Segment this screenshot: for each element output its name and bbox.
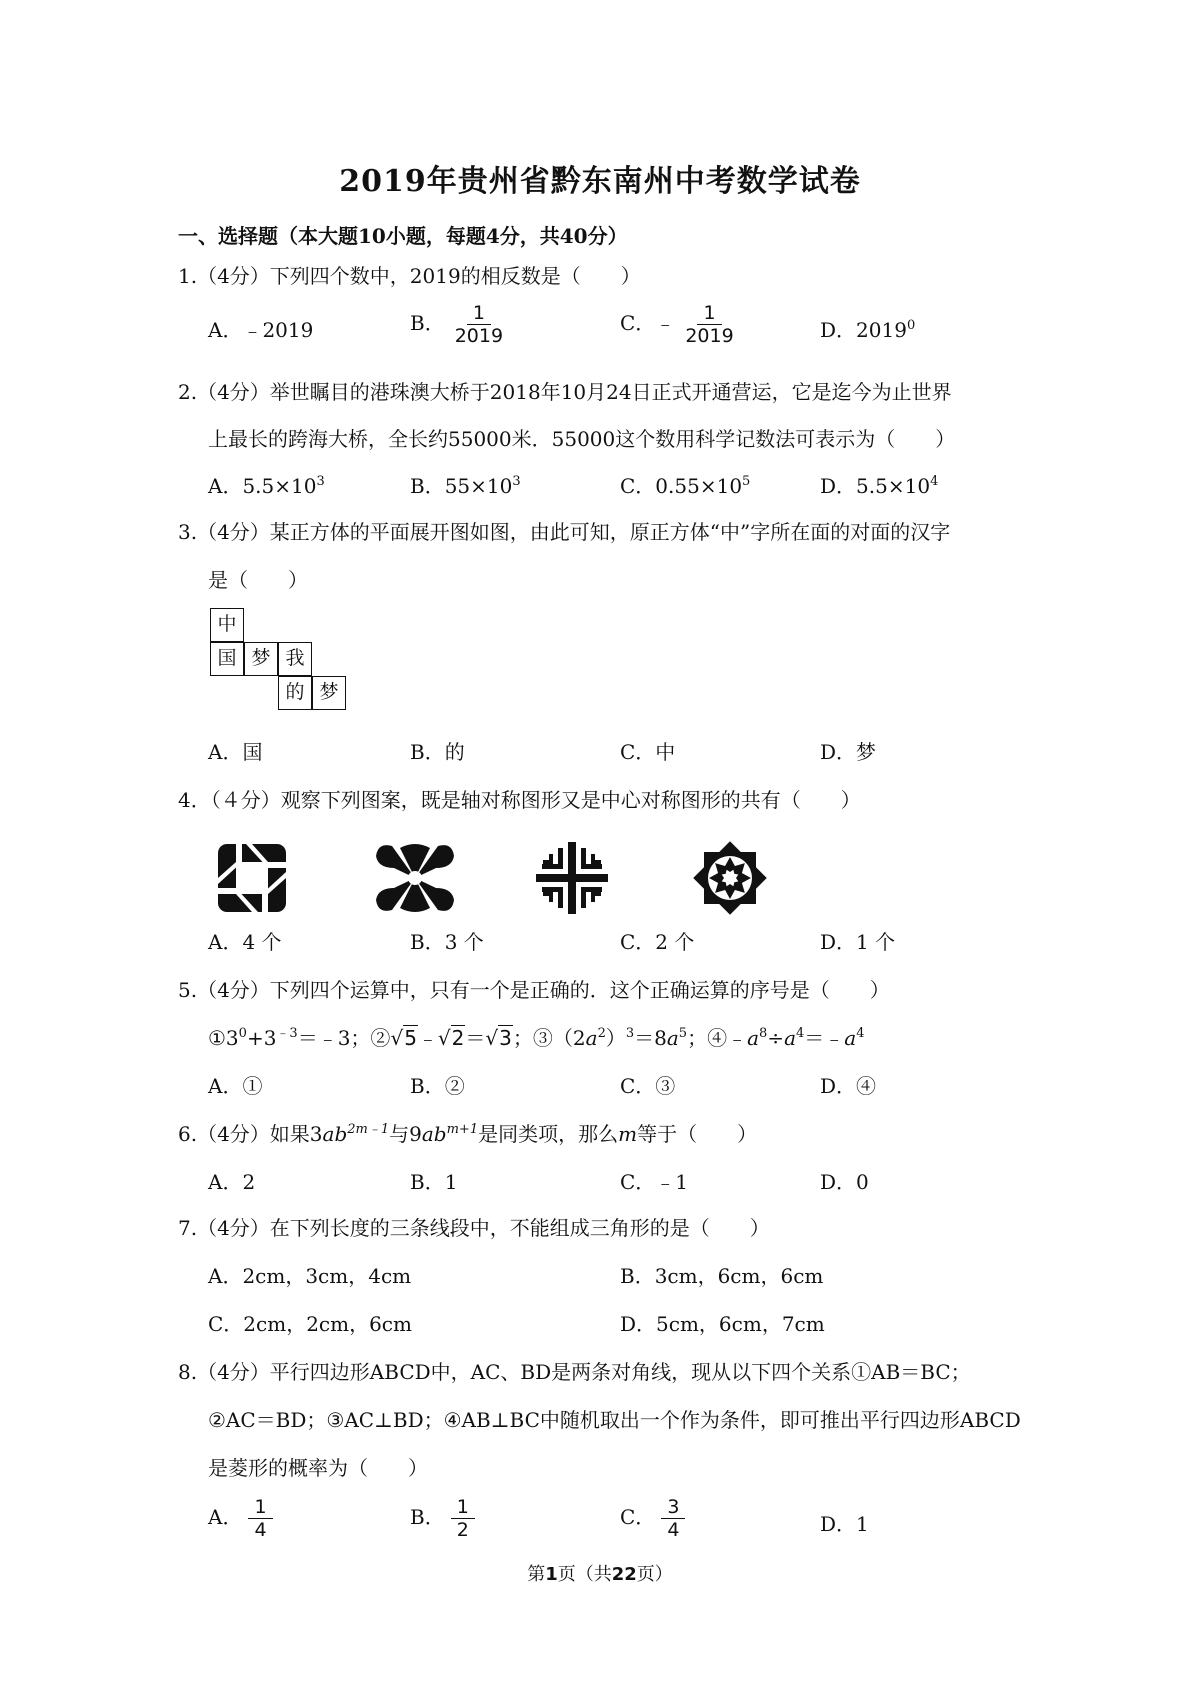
pattern-2-knot-figure (370, 838, 460, 918)
sqrt-3: √3 (485, 1026, 512, 1050)
net-cell: 国 (210, 642, 244, 676)
q1-option-a: A．﹣2019 (208, 318, 314, 342)
q3-stem-line1: 3.（4分）某正方体的平面展开图如图，由此可知，原正方体“中”字所在面的对面的汉字 (178, 520, 951, 544)
q5-option-d: D．④ (820, 1074, 877, 1098)
q1-stem: 1.（4分）下列四个数中，2019的相反数是（ ） (178, 264, 641, 288)
q1-b-fraction: $\frac{1}{2019}$ (454, 302, 504, 347)
q1-option-d: D．2019$^0$ (820, 318, 916, 342)
q7-stem: 7.（4分）在下列长度的三条线段中，不能组成三角形的是（ ） (178, 1216, 770, 1240)
cube-net-figure (210, 608, 360, 724)
q8-stem-line2: ②AC＝BD；③AC⊥BD；④AB⊥BC中随机取出一个作为条件，即可推出平行四边形ABCD (208, 1408, 1021, 1432)
q8-option-d: D．1 (820, 1512, 869, 1536)
net-cell: 的 (278, 676, 312, 710)
pattern-4-star-figure (690, 838, 770, 918)
q8-b-fraction: $\frac{1}{2}$ (451, 1496, 475, 1541)
q6-option-d: D．0 (820, 1170, 869, 1194)
q8-a-fraction: $\frac{1}{4}$ (248, 1496, 272, 1541)
net-cell: 梦 (244, 642, 278, 676)
q4-option-c: C．2 个 (620, 930, 695, 954)
q5-stem: 5.（4分）下列四个运算中，只有一个是正确的．这个正确运算的序号是（ ） (178, 978, 890, 1002)
net-cell: 我 (278, 642, 312, 676)
q7-option-b: B．3cm，6cm，6cm (620, 1264, 824, 1288)
q2-stem-line1: 2.（4分）举世瞩目的港珠澳大桥于2018年10月24日正式开通营运，它是迄今为止世界 (178, 380, 952, 404)
q4-option-b: B．3 个 (410, 930, 484, 954)
q6-option-a: A．2 (208, 1170, 256, 1194)
q8-stem-line1: 8.（4分）平行四边形ABCD中，AC、BD是两条对角线，现从以下四个关系①AB＝BC； (178, 1360, 971, 1384)
q7-option-c: C．2cm，2cm，6cm (208, 1312, 412, 1336)
q2-stem-line2: 上最长的跨海大桥，全长约55000米．55000这个数用科学记数法可表示为（ ） (208, 427, 956, 451)
q5-option-a: A．① (208, 1074, 263, 1098)
pattern-1-square-figure (212, 838, 292, 918)
q3-option-d: D．梦 (820, 740, 877, 764)
q8-c-fraction: $\frac{3}{4}$ (661, 1496, 685, 1541)
q1-option-c: C．﹣ $\frac{1}{2019}$ (620, 302, 738, 347)
q5-option-c: C．③ (620, 1074, 676, 1098)
q7-option-d: D．5cm，6cm，7cm (620, 1312, 825, 1336)
page-title: 2019年贵州省黔东南州中考数学试卷 (339, 164, 861, 199)
q8-option-a: A． $\frac{1}{4}$ (208, 1496, 273, 1541)
q8-option-b: B． $\frac{1}{2}$ (410, 1496, 475, 1541)
q7-option-a: A．2cm，3cm，4cm (208, 1264, 412, 1288)
q2-option-a: A．$5.5\times 10^3$ (208, 474, 325, 498)
q6-stem: 6.（4分）如果$3ab^{2m﹣1}$与$9ab^{m+1}$是同类项，那么m等于（ ） (178, 1122, 758, 1146)
sqrt-5: √5 (390, 1026, 417, 1050)
net-cell: 梦 (312, 676, 346, 710)
page-footer: 第1页（共22页） (527, 1564, 673, 1585)
q5-option-b: B．② (410, 1074, 465, 1098)
q3-option-c: C．中 (620, 740, 676, 764)
q4-option-d: D．1 个 (820, 930, 896, 954)
section-heading: 一、选择题（本大题10小题，每题4分，共40分） (178, 224, 628, 248)
q8-stem-line3: 是菱形的概率为（ ） (208, 1456, 428, 1480)
q6-option-c: C．﹣1 (620, 1170, 689, 1194)
q2-option-c: C．$0.55\times 10^5$ (620, 474, 751, 498)
q3-option-a: A．国 (208, 740, 263, 764)
q1-option-b: B． $\frac{1}{2019}$ (410, 302, 507, 347)
q8-option-c: C． $\frac{3}{4}$ (620, 1496, 685, 1541)
q2-option-d: D．$5.5\times 10^4$ (820, 474, 939, 498)
q4-stem: 4．（４分）观察下列图案，既是轴对称图形又是中心对称图形的共有（ ） (178, 788, 861, 812)
pattern-3-cross-figure (532, 838, 612, 918)
q6-option-b: B．1 (410, 1170, 458, 1194)
q3-option-b: B．的 (410, 740, 465, 764)
q4-option-a: A．4 个 (208, 930, 282, 954)
q2-option-b: B．$55\times 10^3$ (410, 474, 521, 498)
q1-c-fraction: $\frac{1}{2019}$ (685, 302, 734, 347)
sqrt-2: √2 (437, 1026, 465, 1050)
q3-stem-line2: 是（ ） (208, 568, 308, 592)
net-cell: 中 (210, 608, 244, 642)
q5-expressions: $①3^0+3^{﹣3}=﹣3$；②√5﹣√2＝√3；$③(2a^2)^3=8a^5$；$④﹣a^8\div a^4=﹣a^4$ (208, 1026, 865, 1050)
